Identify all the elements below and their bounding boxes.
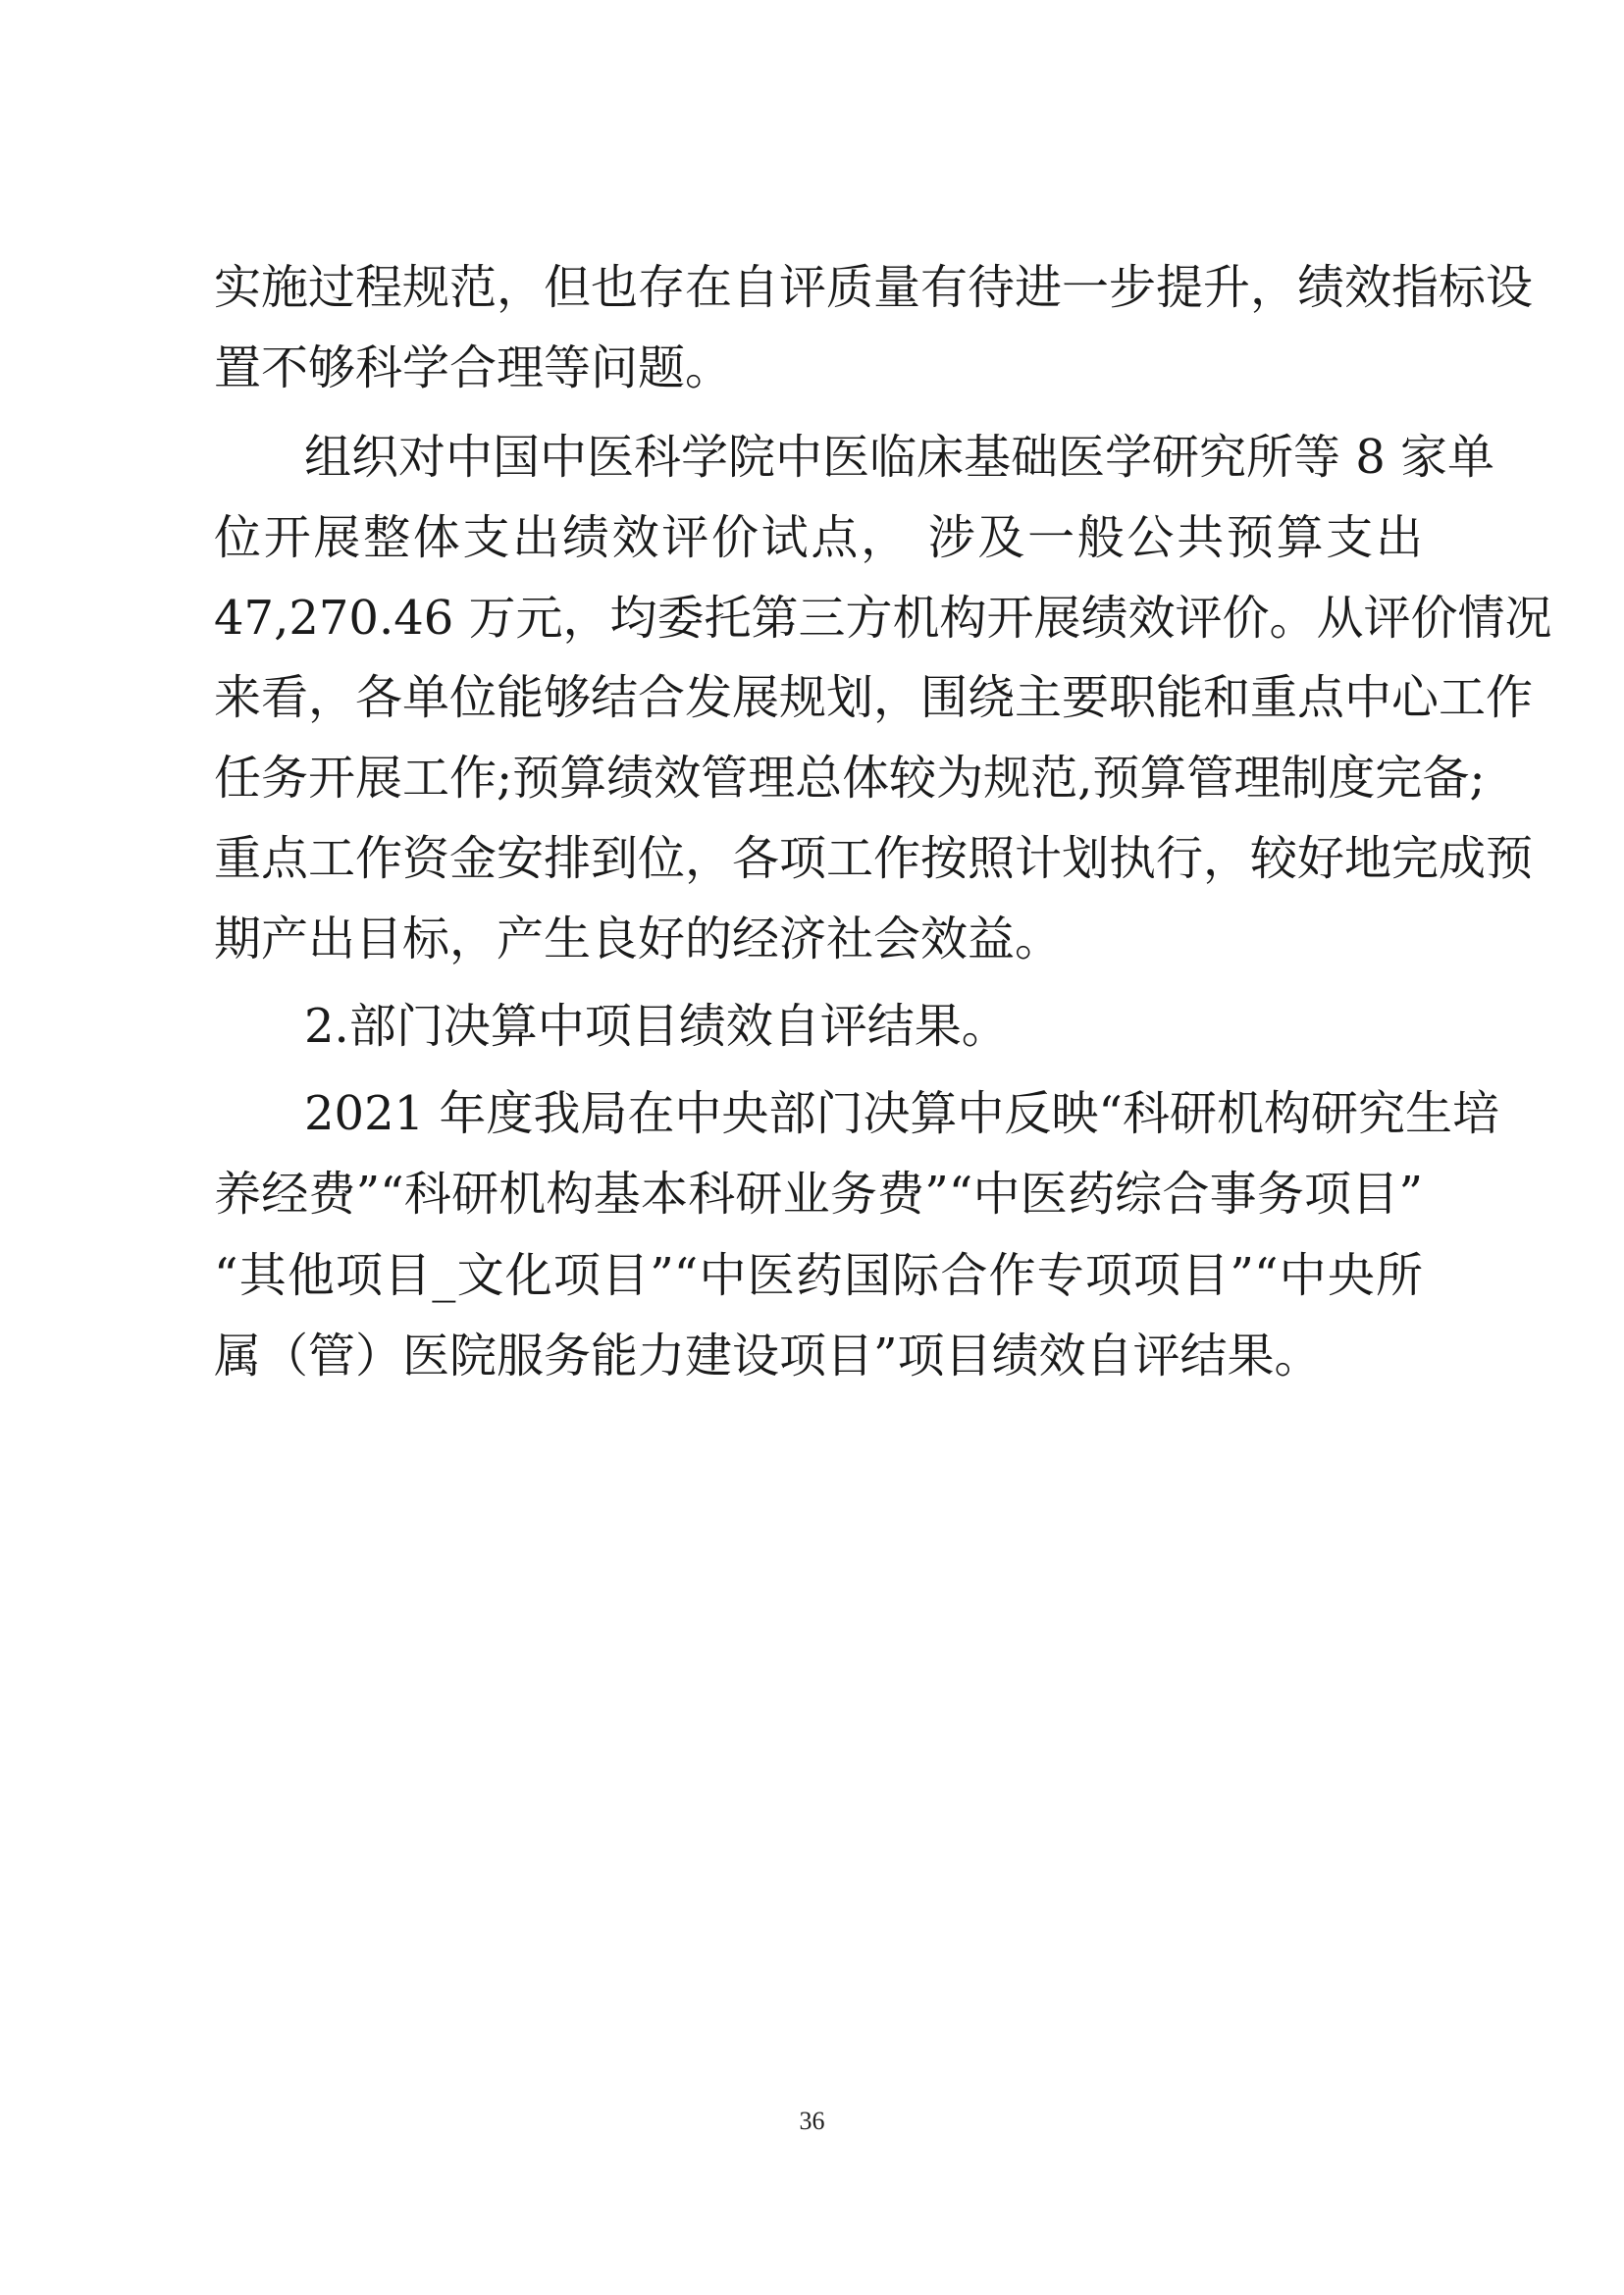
text-line: “其他项目_文化项目”“中医药国际合作专项项目”“中央所	[214, 1248, 1423, 1303]
page-number: 36	[799, 2107, 825, 2135]
text-line: 来看，各单位能够结合发展规划，围绕主要职能和重点中心工作	[214, 670, 1534, 725]
text-line: 养经费”“科研机构基本科研业务费”“中医药综合事务项目”	[214, 1167, 1423, 1222]
text-line: 组织对中国中医科学院中医临床基础医学研究所等 8 家单	[304, 430, 1495, 485]
text-line: 期产出目标，产生良好的经济社会效益。	[214, 912, 1063, 966]
text-line: 实施过程规范，但也存在自评质量有待进一步提升，绩效指标设	[214, 260, 1534, 315]
text-line: 任务开展工作;预算绩效管理总体较为规范,预算管理制度完备;	[214, 751, 1486, 806]
text-line: 2021 年度我局在中央部门决算中反映“科研机构研究生培	[304, 1086, 1499, 1141]
text-line: 47,270.46 万元，均委托第三方机构开展绩效评价。从评价情况	[214, 591, 1552, 646]
text-line: 位开展整体支出绩效评价试点， 涉及一般公共预算支出	[214, 510, 1423, 565]
text-line: 属（管）医院服务能力建设项目”项目绩效自评结果。	[214, 1329, 1322, 1383]
text-line: 重点工作资金安排到位，各项工作按照计划执行，较好地完成预	[214, 831, 1534, 886]
section-heading: 2.部门决算中项目绩效自评结果。	[304, 999, 1009, 1054]
text-line: 置不够科学合理等问题。	[214, 340, 733, 395]
